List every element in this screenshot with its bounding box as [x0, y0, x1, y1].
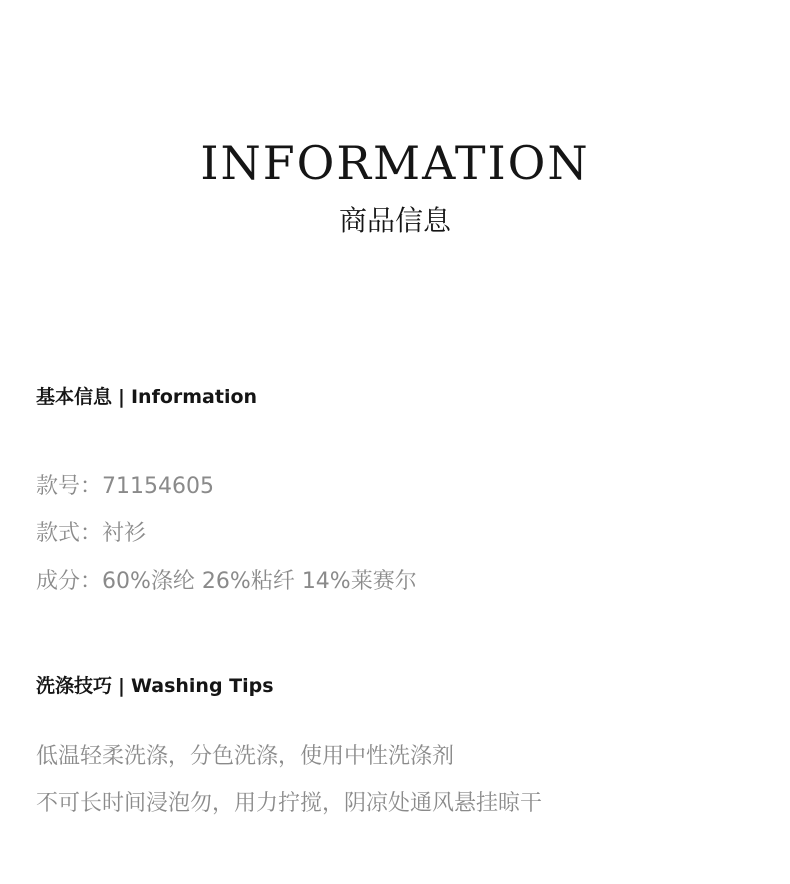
page-title: INFORMATION: [200, 136, 590, 190]
spec-row-style: [36, 523, 146, 545]
washing-tips-heading-en: Washing Tips: [130, 675, 274, 697]
spec-label: 成分 ：: [36, 569, 102, 594]
spec-value: 60%涤纶 26%粘纤 14%莱赛尔: [102, 569, 417, 594]
washing-tips-heading-cn: 洗涤技巧: [36, 675, 113, 697]
basic-info-heading-en: Information: [130, 386, 258, 408]
basic-info-heading-cn: 基本信息: [36, 386, 113, 408]
care-instruction-line: 低温轻柔洗涤，分色洗涤，使用中性洗涤剂: [36, 744, 455, 769]
spec-label: 款式 ：: [36, 521, 102, 546]
spec-value: 衬衫: [102, 521, 147, 546]
spec-label: 款号 ：: [36, 474, 102, 499]
spec-row-composition: [36, 571, 417, 593]
washing-tips-heading: [36, 677, 274, 696]
page-subtitle: 商品信息: [338, 204, 451, 237]
care-instruction-line: 不可长时间浸泡勿，用力拧搅，阴凉处通风悬挂晾干: [36, 791, 543, 816]
basic-info-heading: [36, 388, 257, 407]
heading-separator: |: [118, 386, 125, 408]
spec-row-style-number: [36, 476, 214, 498]
spec-value: 71154605: [102, 474, 215, 499]
heading-separator: |: [118, 675, 125, 697]
